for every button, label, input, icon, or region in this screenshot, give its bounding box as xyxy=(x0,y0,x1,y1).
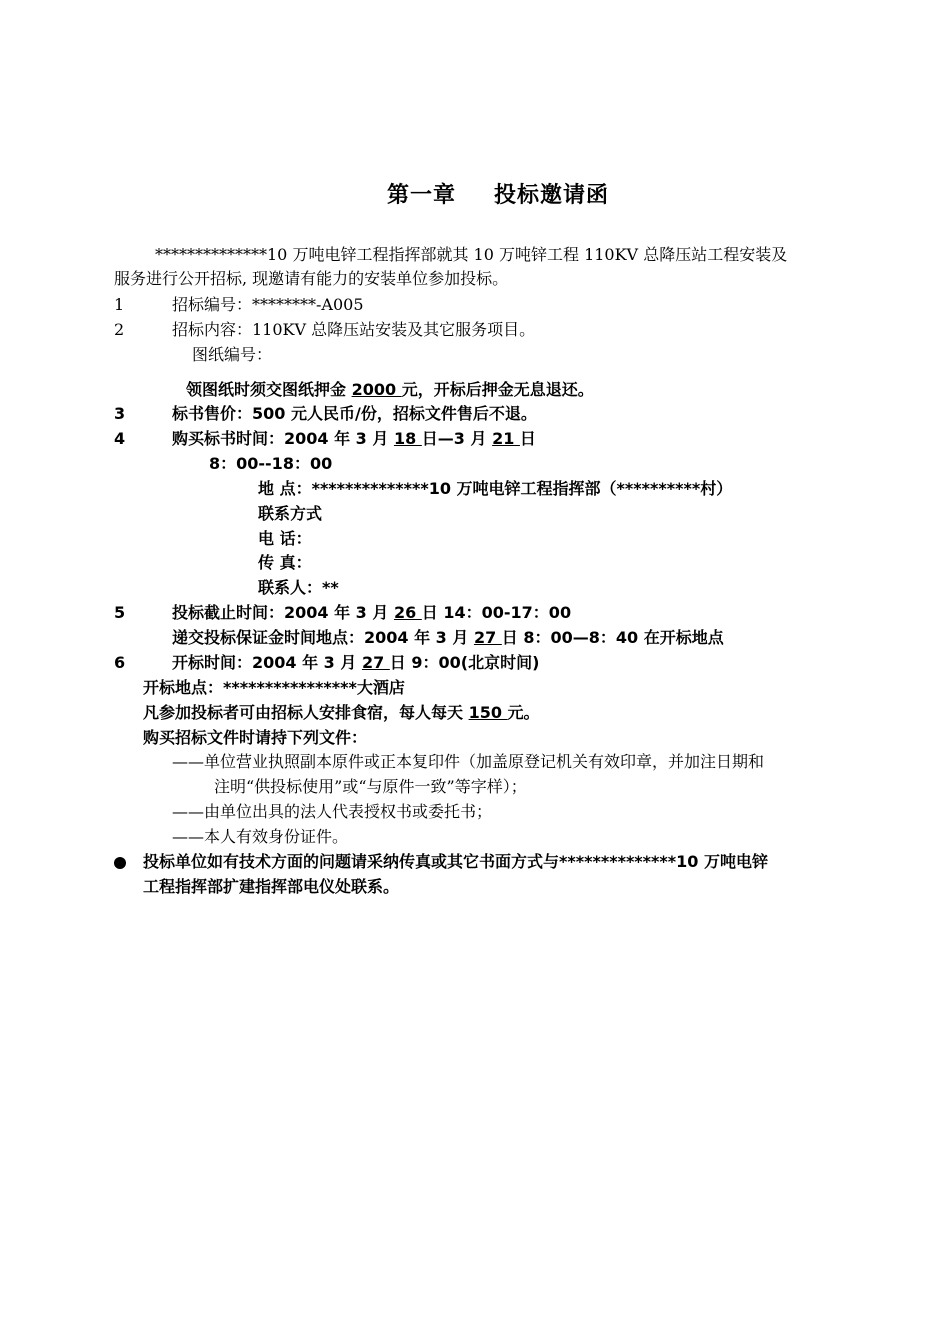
chapter-title xyxy=(0,178,950,209)
time-range: 8：00--18：00 xyxy=(209,454,333,473)
drawing-deposit: 领图纸时须交图纸押金 2000 元，开标后押金无息退还。 xyxy=(186,380,594,399)
contact-person: 联系人：** xyxy=(258,578,339,597)
documents-heading: 购买招标文件时请持下列文件： xyxy=(143,728,368,747)
drawing-number: 图纸编号： xyxy=(192,345,273,364)
document-item-2: ——由单位出具的法人代表授权书或委托书； xyxy=(172,802,493,821)
opening-time: 开标时间：2004 年 3 月 27 日 9：00(北京时间) xyxy=(172,653,540,672)
chapter-number: 第一章 xyxy=(386,183,456,208)
deadline: 投标截止时间：2004 年 3 月 26 日 14：00-17：00 xyxy=(172,603,572,622)
note-line-1: 投标单位如有技术方面的问题请采纳传真或其它书面方式与**************10 万吨电锌 xyxy=(143,852,768,871)
purchase-time: 购买标书时间：2004 年 3 月 18 日—3 月 21 日 xyxy=(172,429,536,448)
bid-content: 招标内容：110KV 总降压站安装及其它服务项目。 xyxy=(172,320,536,339)
intro-line-2: 服务进行公开招标, 现邀请有能力的安装单位参加投标。 xyxy=(114,269,509,288)
bid-number: 招标编号：********-A005 xyxy=(172,295,364,314)
opening-place: 开标地点：****************大酒店 xyxy=(143,678,405,697)
item-number: 3 xyxy=(114,404,126,423)
document-item-1-line-2: 注明“供投标使用”或“与原件一致”等字样）； xyxy=(214,777,527,796)
fax: 传 真： xyxy=(258,553,312,572)
contact-way: 联系方式 xyxy=(258,504,323,523)
tender-price: 标书售价：500 元人民币/份，招标文件售后不退。 xyxy=(172,404,537,423)
chapter-heading: 投标邀请函 xyxy=(494,183,610,208)
intro-line-1: **************10 万吨电锌工程指挥部就其 10 万吨锌工程 110KV 总降压站工程安装及 xyxy=(155,245,788,264)
item-number: 4 xyxy=(114,429,126,448)
purchase-place: 地 点：**************10 万吨电锌工程指挥部（**********村） xyxy=(258,479,733,498)
phone: 电 话： xyxy=(258,529,312,548)
item-number: 2 xyxy=(114,320,125,339)
item-number: 5 xyxy=(114,603,126,622)
bullet-icon xyxy=(114,857,126,869)
note-line-2: 工程指挥部扩建指挥部电仪处联系。 xyxy=(143,877,400,896)
item-number: 1 xyxy=(114,295,125,314)
document-item-1-line-1: ——单位营业执照副本原件或正本复印件（加盖原登记机关有效印章，并加注日期和 xyxy=(172,752,765,771)
document-item-3: ——本人有效身份证件。 xyxy=(172,827,349,846)
item-number: 6 xyxy=(114,653,126,672)
meals-note: 凡参加投标者可由招标人安排食宿，每人每天 150 元。 xyxy=(143,703,540,722)
guarantee-time: 递交投标保证金时间地点：2004 年 3 月 27 日 8：00—8：40 在开标地点 xyxy=(172,628,724,647)
